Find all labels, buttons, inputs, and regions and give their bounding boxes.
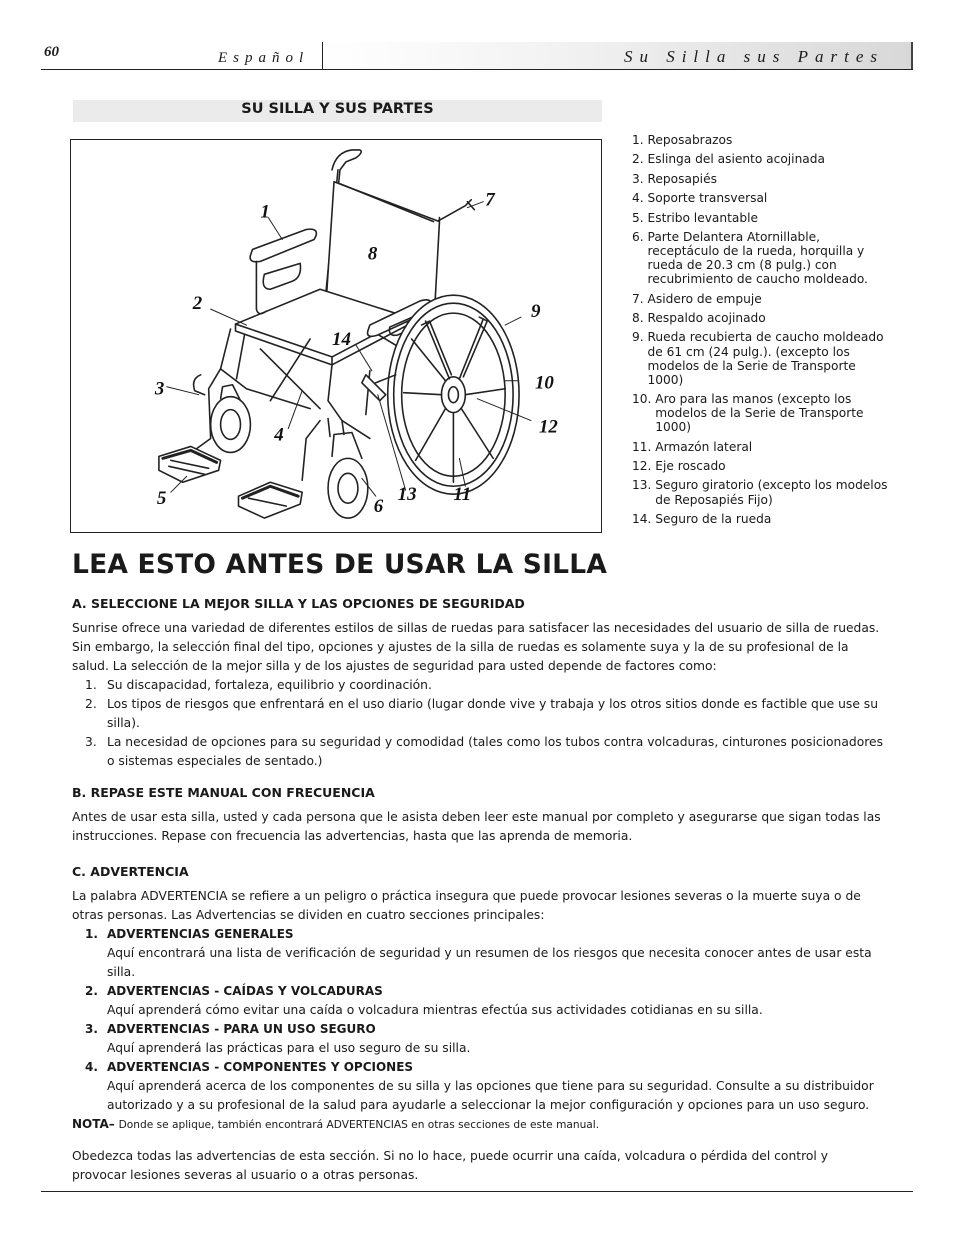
parts-list-item bbox=[632, 330, 892, 386]
content-body bbox=[72, 594, 884, 1185]
right-caster-wheel bbox=[328, 458, 368, 518]
parts-list-number: 5. bbox=[632, 210, 648, 225]
footer-rule bbox=[41, 1191, 913, 1192]
parts-list-item bbox=[632, 459, 892, 473]
list-item bbox=[72, 1020, 884, 1058]
parts-list-item bbox=[632, 191, 892, 205]
list-item bbox=[72, 1058, 884, 1115]
list-item bbox=[72, 676, 884, 695]
warning-text: Aquí aprenderá acerca de los componentes de su silla y las opciones que tiene para su seguridad. Consulte a su distribuidor autorizado y a su profesional de la salud para ayudarle a seleccionar la mejor configuración y opciones para un uso seguro. bbox=[107, 1079, 874, 1112]
label-12: 12 bbox=[538, 416, 558, 438]
warning-text: Aquí aprenderá las prácticas para el uso seguro de su silla. bbox=[107, 1041, 471, 1055]
page-number: 60 bbox=[44, 44, 59, 60]
parts-list-text: Aro para las manos (excepto los modelos de la Serie de Transporte 1000) bbox=[655, 392, 864, 435]
warnings-list bbox=[72, 925, 884, 1115]
parts-list-text: Reposabrazos bbox=[647, 133, 733, 147]
list-number: 3. bbox=[85, 1022, 98, 1036]
parts-list-item bbox=[632, 230, 892, 286]
header-bar-edge bbox=[911, 42, 913, 70]
parts-list-number: 7. bbox=[632, 291, 648, 306]
parts-list-item bbox=[632, 133, 892, 147]
list-item bbox=[72, 982, 884, 1020]
header-rule bbox=[41, 69, 913, 70]
parts-list bbox=[632, 133, 892, 531]
section-b-heading: B. REPASE ESTE MANUAL CON FRECUENCIA bbox=[72, 785, 375, 800]
list-number: 3. bbox=[85, 735, 97, 749]
warning-title: ADVERTENCIAS - COMPONENTES Y OPCIONES bbox=[107, 1060, 414, 1074]
list-number: 4. bbox=[85, 1060, 98, 1074]
parts-list-text: Seguro de la rueda bbox=[655, 511, 772, 526]
label-10: 10 bbox=[534, 372, 554, 394]
label-4: 4 bbox=[274, 424, 284, 446]
parts-list-number: 14. bbox=[632, 511, 656, 526]
list-text: Los tipos de riesgos que enfrentará en el uso diario (lugar donde vive y trabaja y los otros sitios donde es factible que use su silla). bbox=[107, 697, 879, 730]
section-a-list bbox=[72, 676, 884, 771]
parts-list-number: 13. bbox=[632, 478, 656, 493]
label-13: 13 bbox=[397, 484, 417, 506]
parts-list-item bbox=[632, 440, 892, 454]
list-item bbox=[72, 925, 884, 982]
parts-list-number: 11. bbox=[632, 439, 656, 454]
list-number: 2. bbox=[85, 697, 97, 711]
parts-list-text: Seguro giratorio (excepto los modelos de Reposapiés Fijo) bbox=[655, 478, 888, 507]
label-11: 11 bbox=[453, 484, 472, 506]
parts-list-item bbox=[632, 152, 892, 166]
parts-list-text: Estribo levantable bbox=[647, 210, 758, 225]
parts-list-text: Soporte transversal bbox=[647, 191, 768, 206]
right-footrest-hanger bbox=[302, 421, 320, 481]
wheelchair-drawing bbox=[71, 140, 601, 532]
label-7: 7 bbox=[485, 189, 495, 211]
parts-list-text: Eslinga del asiento acojinada bbox=[647, 152, 825, 167]
wheel-lock bbox=[362, 375, 386, 401]
label-2: 2 bbox=[192, 293, 203, 315]
warning-text: Aquí encontrará una lista de verificación de seguridad y un resumen de los riesgos que necesita conocer antes de usar esta silla. bbox=[107, 946, 872, 979]
parts-list-number: 6. bbox=[632, 229, 648, 244]
final-paragraph: Obedezca todas las advertencias de esta sección. Si no lo hace, puede ocurrir una caída, volcadura o pérdida del control y provocar lesiones severas al usuario o a otras personas. bbox=[72, 1149, 828, 1182]
nota-label: NOTA– bbox=[72, 1117, 115, 1131]
header-section-title: Su Silla sus Partes bbox=[623, 47, 884, 66]
parts-list-number: 1. bbox=[632, 133, 648, 147]
nota-text: Donde se aplique, también encontrará ADVERTENCIAS en otras secciones de este manual. bbox=[118, 1119, 600, 1131]
parts-list-number: 12. bbox=[632, 459, 656, 474]
warning-title: ADVERTENCIAS - CAÍDAS Y VOLCADURAS bbox=[107, 984, 383, 998]
parts-list-item bbox=[632, 392, 892, 434]
label-8: 8 bbox=[367, 243, 378, 265]
parts-list-item bbox=[632, 478, 892, 506]
list-item bbox=[72, 733, 884, 771]
parts-list-text: Eje roscado bbox=[655, 459, 726, 474]
warning-text: Aquí aprenderá cómo evitar una caída o volcadura mientras efectúa sus actividades cotidianas en su silla. bbox=[107, 1003, 763, 1017]
header-separator bbox=[322, 42, 323, 70]
section-b-paragraph: Antes de usar esta silla, usted y cada persona que le asista deben leer este manual por completo y asegurarse que sigan todas las instrucciones. Repase con frecuencia las advertencias, hasta que las aprenda de memoria. bbox=[72, 810, 881, 843]
wheelchair-diagram bbox=[70, 139, 602, 533]
warning-title: ADVERTENCIAS - PARA UN USO SEGURO bbox=[107, 1022, 376, 1036]
label-1: 1 bbox=[260, 201, 270, 223]
left-caster-wheel bbox=[211, 397, 251, 453]
label-3: 3 bbox=[154, 378, 165, 400]
warning-title: ADVERTENCIAS GENERALES bbox=[107, 927, 294, 941]
nota bbox=[72, 1115, 884, 1135]
list-number: 2. bbox=[85, 984, 98, 998]
label-5: 5 bbox=[156, 488, 167, 510]
parts-list-number: 10. bbox=[632, 392, 656, 407]
section-a-heading: A. SELECCIONE LA MEJOR SILLA Y LAS OPCIONES DE SEGURIDAD bbox=[72, 596, 525, 611]
parts-list-item bbox=[632, 311, 892, 325]
parts-list-number: 4. bbox=[632, 191, 648, 206]
list-number: 1. bbox=[85, 927, 98, 941]
section-heading: SU SILLA Y SUS PARTES bbox=[241, 101, 434, 117]
parts-list-number: 9. bbox=[632, 330, 648, 345]
parts-list-item bbox=[632, 512, 892, 526]
rear-wheel-hub bbox=[441, 377, 465, 413]
parts-list-text: Armazón lateral bbox=[655, 439, 753, 454]
parts-list-item bbox=[632, 292, 892, 306]
list-text: Su discapacidad, fortaleza, equilibrio y coordinación. bbox=[107, 678, 432, 692]
label-14: 14 bbox=[332, 328, 351, 350]
parts-list-item bbox=[632, 172, 892, 186]
parts-list-text: Asidero de empuje bbox=[647, 291, 762, 306]
left-armrest bbox=[250, 229, 316, 262]
list-item bbox=[72, 695, 884, 733]
parts-list-text: Parte Delantera Atornillable, receptáculo de la rueda, horquilla y rueda de 20.3 cm (8 pulg.) con recubrimiento de caucho moldeado. bbox=[647, 229, 868, 287]
right-push-handle bbox=[434, 200, 472, 224]
parts-list-text: Respaldo acojinado bbox=[647, 311, 766, 326]
parts-list-item bbox=[632, 211, 892, 225]
section-c-paragraph: La palabra ADVERTENCIA se refiere a un peligro o práctica insegura que puede provocar lesiones severas o la muerte suya o de otras personas. Las Advertencias se dividen en cuatro secciones principales: bbox=[72, 889, 861, 922]
parts-list-text: Reposapiés bbox=[647, 171, 717, 186]
section-c-heading: C. ADVERTENCIA bbox=[72, 864, 189, 879]
list-text: La necesidad de opciones para su seguridad y comodidad (tales como los tubos contra volcaduras, cinturones posicionadores o sistemas especiales de sentado.) bbox=[107, 735, 883, 768]
header-language: Español bbox=[218, 50, 310, 66]
main-title: LEA ESTO ANTES DE USAR LA SILLA bbox=[72, 549, 608, 580]
right-side-frame bbox=[328, 365, 370, 439]
parts-list-text: Rueda recubierta de caucho moldeado de 61 cm (24 pulg.). (excepto los modelos de la Serie de Transporte 1000) bbox=[647, 330, 884, 387]
section-a-paragraph: Sunrise ofrece una variedad de diferentes estilos de sillas de ruedas para satisfacer las necesidades del usuario de silla de ruedas. Sin embargo, la selección final del tipo, opciones y ajustes de la silla de ruedas es solamente suya y la de su profesional de la salud. La selección de la mejor silla y de los ajustes de seguridad para usted depende de factores como: bbox=[72, 621, 880, 673]
parts-list-number: 2. bbox=[632, 152, 648, 167]
label-9: 9 bbox=[531, 301, 541, 323]
list-number: 1. bbox=[85, 678, 97, 692]
label-6: 6 bbox=[373, 496, 384, 518]
parts-list-number: 8. bbox=[632, 311, 648, 326]
parts-list-number: 3. bbox=[632, 171, 648, 186]
